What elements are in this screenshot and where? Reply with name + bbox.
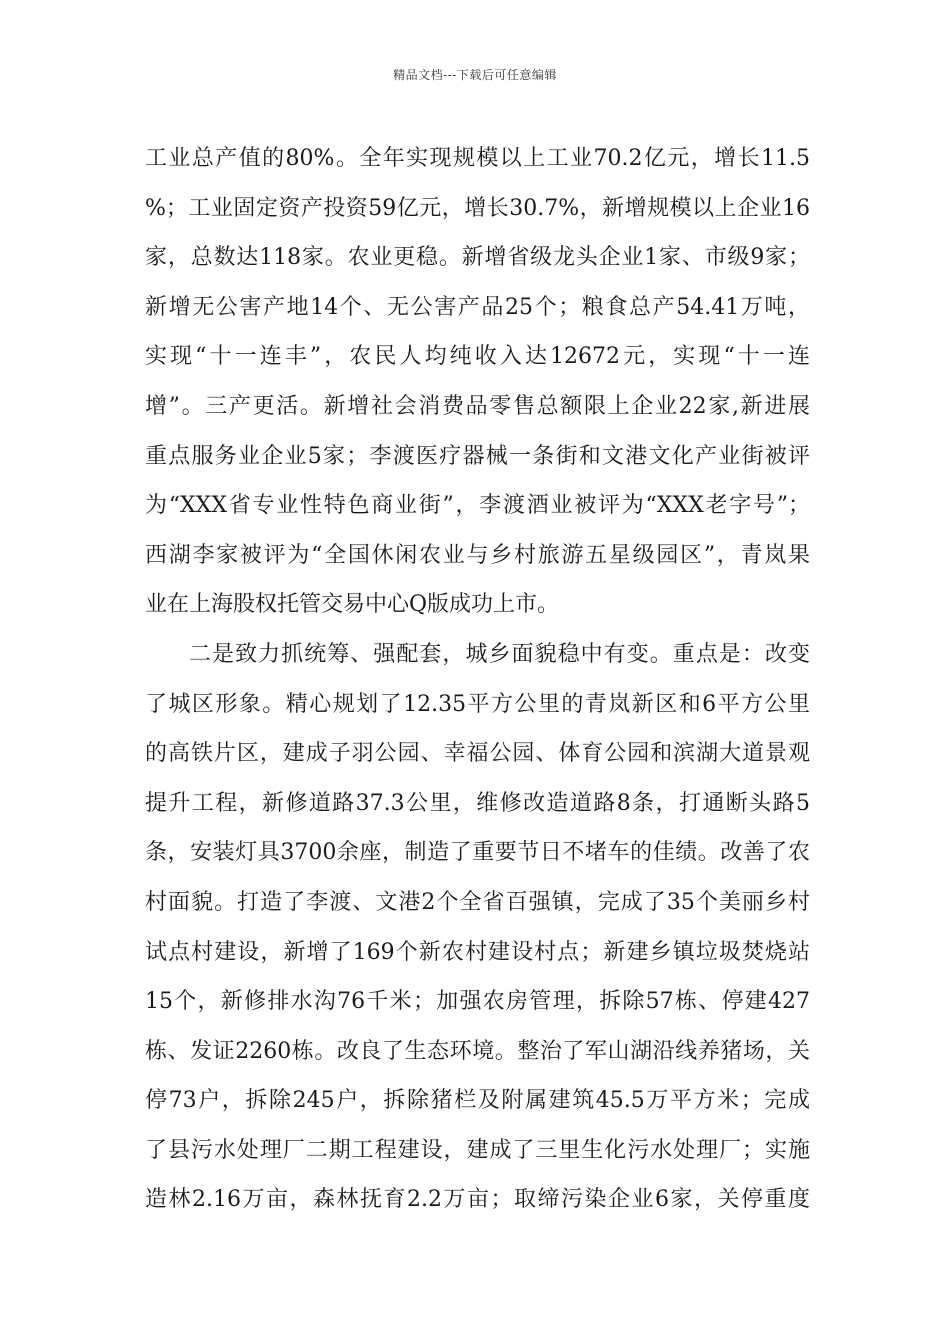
text-line: 的高铁片区，建成子羽公园、幸福公园、体育公园和滨湖大道景观: [145, 741, 810, 767]
text-line: 业在上海股权托管交易中心Q版成功上市。: [145, 592, 560, 618]
paragraph: [145, 134, 810, 630]
text-line: %；工业固定资产投资59亿元，增长30.7%，新增规模以上企业16: [145, 195, 810, 221]
text-line: 重点服务业企业5家；李渡医疗器械一条街和文港文化产业街被评: [145, 443, 810, 469]
text-line: 条，安装灯具3700余座，制造了重要节日不堵车的佳绩。改善了农: [145, 840, 810, 866]
text-line: 新增无公害产地14个、无公害产品25个；粮食总产54.41万吨，: [145, 294, 810, 320]
text-line: 栋、发证2260栋。改良了生态环境。整治了军山湖沿线养猪场，关: [145, 1038, 810, 1064]
text-line: 造林2.16万亩，森林抚育2.2万亩；取缔污染企业6家，关停重度: [145, 1187, 810, 1213]
text-line: 提升工程，新修道路37.3公里，维修改造道路8条，打通断头路5: [145, 790, 810, 816]
text-line: 村面貌。打造了李渡、文港2个全省百强镇，完成了35个美丽乡村: [145, 889, 810, 915]
document-body: [145, 134, 810, 1225]
text-line: 增”。三产更活。新增社会消费品零售总额限上企业22家,新进展: [145, 393, 810, 419]
page-header: 精品文档---下载后可任意编辑: [393, 68, 557, 82]
text-line: 了城区形象。精心规划了12.35平方公里的青岚新区和6平方公里: [145, 691, 810, 717]
text-line: 二是致力抓统筹、强配套，城乡面貌稳中有变。重点是：改变: [189, 641, 810, 667]
text-line: 了县污水处理厂二期工程建设，建成了三里生化污水处理厂；实施: [145, 1137, 810, 1163]
text-line: 为“XXX省专业性特色商业街”，李渡酒业被评为“XXX老字号”；: [145, 493, 810, 519]
text-line: 停73户，拆除245户，拆除猪栏及附属建筑45.5万平方米；完成: [145, 1088, 810, 1114]
paragraph: [145, 630, 810, 1225]
text-line: 实现“十一连丰”，农民人均纯收入达12672元，实现“十一连: [145, 344, 810, 370]
text-line: 试点村建设，新增了169个新农村建设村点；新建乡镇垃圾焚烧站: [145, 939, 810, 965]
text-line: 西湖李家被评为“全国休闲农业与乡村旅游五星级园区”，青岚果: [145, 542, 810, 568]
text-line: 15个，新修排水沟76千米；加强农房管理，拆除57栋、停建427: [145, 989, 810, 1015]
text-line: 工业总产值的80%。全年实现规模以上工业70.2亿元，增长11.5: [145, 146, 810, 171]
text-line: 家，总数达118家。农业更稳。新增省级龙头企业1家、市级9家；: [145, 245, 810, 271]
